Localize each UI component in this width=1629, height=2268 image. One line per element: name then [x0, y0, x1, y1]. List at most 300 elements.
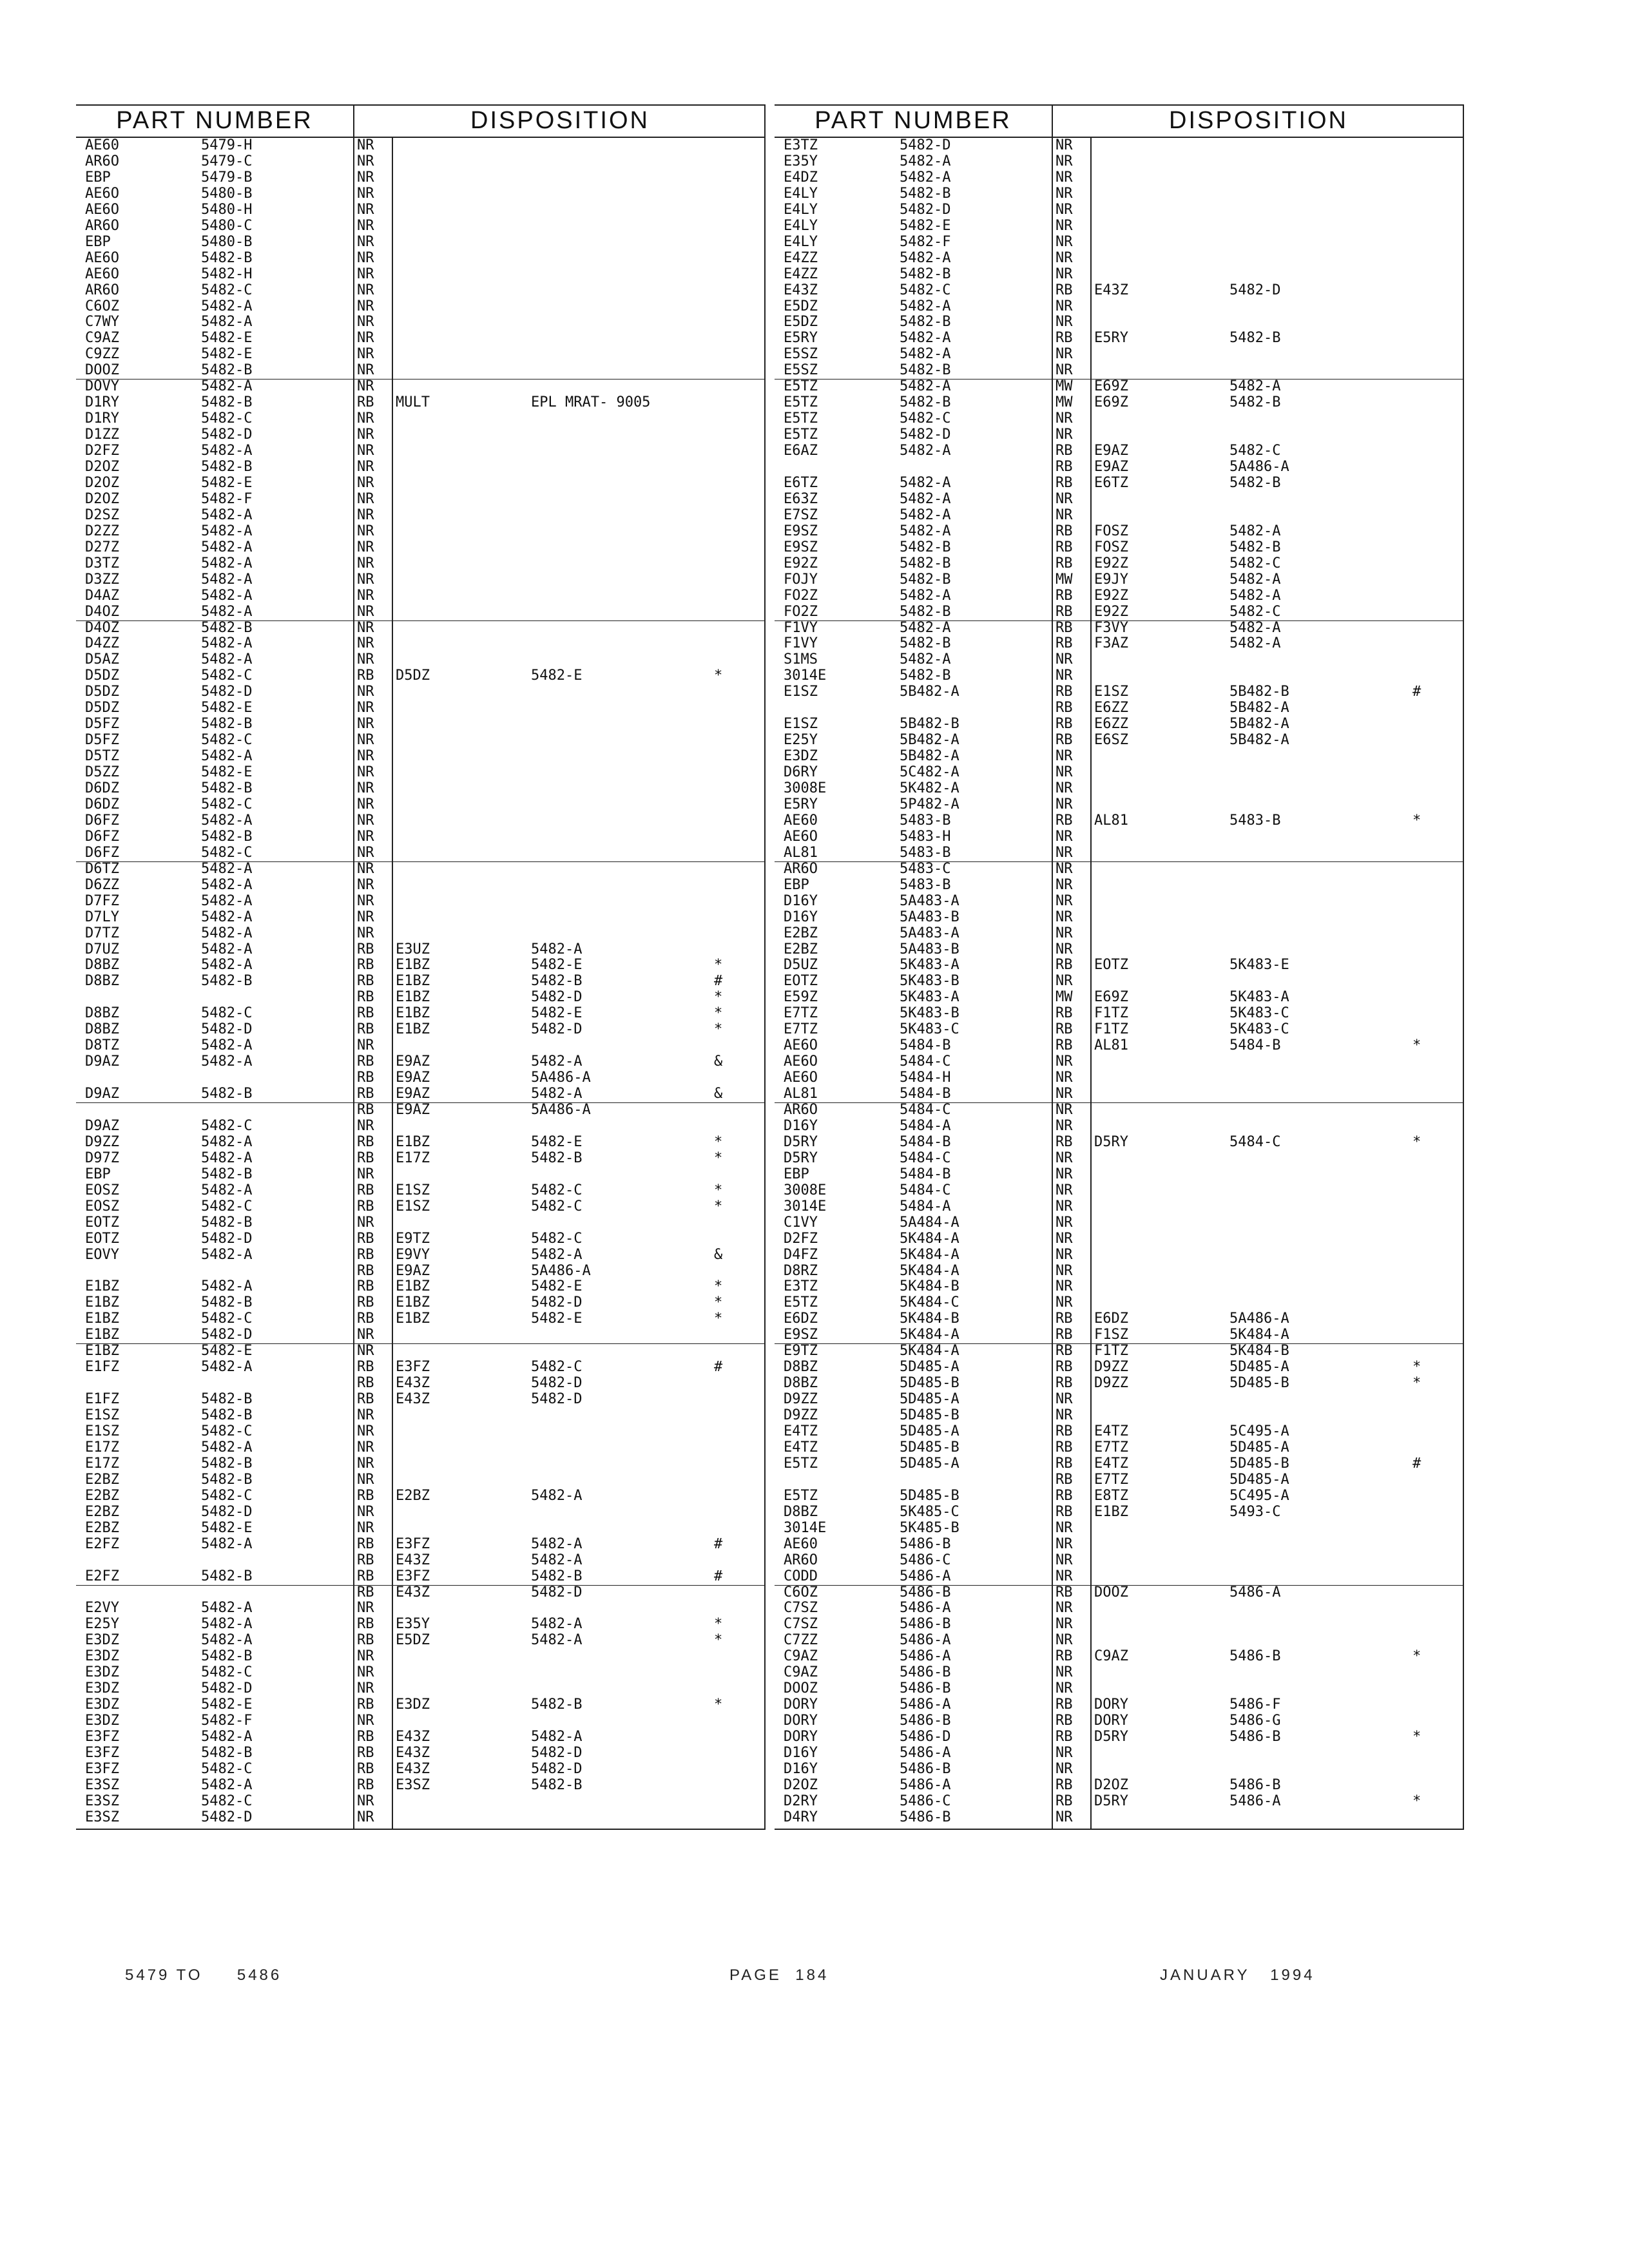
cell-prefix: D2RY [784, 1792, 818, 1809]
cell-prefix: D5UZ [784, 957, 818, 974]
cell-disp-number: 5493-C [1229, 1503, 1281, 1520]
cell-code: RB [357, 1745, 374, 1761]
cell-prefix: D8BZ [784, 1503, 818, 1520]
cell-part-number: 5482-D [201, 1503, 253, 1520]
cell-part-number: 5482-C [900, 410, 951, 427]
cell-code: RB [1055, 1375, 1073, 1392]
cell-part-number: 5482-D [201, 1021, 253, 1038]
cell-disp-prefix: E43Z [396, 1760, 430, 1777]
cell-code: RB [357, 1102, 374, 1118]
cell-disp-prefix: E1BZ [396, 1021, 430, 1038]
cell-disp-number: 5482-A [531, 1535, 583, 1552]
table-row [775, 267, 1464, 282]
table-row [775, 636, 1464, 651]
table-row [775, 476, 1464, 491]
cell-code: RB [357, 1294, 374, 1311]
cell-code: NR [357, 1600, 374, 1617]
cell-prefix: C9AZ [85, 330, 119, 347]
table-row [775, 894, 1464, 909]
table-row [775, 1376, 1464, 1391]
table-row [775, 604, 1464, 620]
table-row [775, 1167, 1464, 1182]
cell-code: RB [1055, 1021, 1073, 1038]
cell-disp-number: 5482-D [531, 1021, 583, 1038]
cell-part-number: 5482-A [201, 957, 253, 974]
cell-part-number: 5482-B [201, 716, 253, 733]
cell-part-number: 5482-A [900, 506, 951, 523]
cell-code: RB [357, 1568, 374, 1584]
cell-code: NR [1055, 1230, 1073, 1247]
table-row [76, 1424, 766, 1439]
cell-prefix: D16Y [784, 1760, 818, 1777]
cell-disp-number: 5482-A [531, 1632, 583, 1649]
cell-disp-prefix: E8TZ [1094, 1487, 1128, 1504]
cell-code: RB [1055, 812, 1073, 829]
cell-flag: * [1412, 812, 1422, 829]
cell-flag: # [714, 1535, 723, 1552]
cell-disp-number: 5D485-B [1229, 1455, 1289, 1472]
cell-code: NR [1055, 1519, 1073, 1536]
cell-part-number: 5482-A [201, 1776, 253, 1793]
cell-code: NR [357, 410, 374, 427]
cell-code: NR [357, 1471, 374, 1488]
cell-disp-prefix: E3FZ [396, 1535, 430, 1552]
table-row [775, 1778, 1464, 1793]
table-row [775, 202, 1464, 218]
cell-code: RB [1055, 1776, 1073, 1793]
table-row [775, 1537, 1464, 1552]
table-row [76, 668, 766, 684]
cell-disp-number: 5482-B [531, 973, 583, 990]
cell-part-number: 5482-C [201, 1423, 253, 1439]
cell-part-number: 5482-B [201, 1568, 253, 1584]
cell-prefix: AL81 [784, 844, 818, 861]
cell-prefix: E2FZ [85, 1568, 119, 1584]
table-row [775, 1665, 1464, 1680]
cell-disp-prefix: E1BZ [396, 973, 430, 990]
cell-code: NR [1055, 1552, 1073, 1568]
cell-part-number: 5482-B [900, 635, 951, 652]
table-row [76, 1778, 766, 1793]
cell-disp-prefix: E1BZ [396, 989, 430, 1006]
cell-prefix: D6DZ [85, 796, 119, 812]
cell-part-number: 5482-D [900, 201, 951, 218]
cell-code: NR [1055, 1745, 1073, 1761]
cell-code: NR [357, 378, 374, 395]
table-row [76, 1585, 766, 1600]
cell-code: NR [1055, 1616, 1073, 1633]
cell-prefix: C7WY [85, 314, 119, 331]
cell-prefix: D9AZ [85, 1086, 119, 1102]
cell-code: NR [1055, 1246, 1073, 1263]
cell-code: RB [1055, 1423, 1073, 1439]
cell-prefix: C7ZZ [784, 1632, 818, 1649]
cell-disp-number: 5482-D [531, 989, 583, 1006]
table-row [76, 910, 766, 925]
cell-disp-prefix: E6ZZ [1094, 700, 1128, 716]
cell-code: MW [1055, 378, 1073, 395]
table-row [76, 716, 766, 732]
cell-part-number: 5K482-A [900, 780, 959, 796]
cell-part-number: 5480-H [201, 201, 253, 218]
cell-prefix: C7SZ [784, 1616, 818, 1633]
cell-code: NR [1055, 427, 1073, 443]
cell-code: NR [1055, 346, 1073, 363]
table-row [76, 797, 766, 812]
table-row [76, 218, 766, 234]
cell-code: NR [1055, 1086, 1073, 1102]
cell-part-number: 5486-B [900, 1584, 951, 1600]
cell-disp-prefix: E43Z [396, 1391, 430, 1408]
cell-prefix: D16Y [784, 1745, 818, 1761]
table-row [76, 1167, 766, 1182]
table-row [775, 1810, 1464, 1825]
cell-part-number: 5482-A [900, 330, 951, 347]
cell-prefix: CODD [784, 1568, 818, 1584]
cell-code: NR [1055, 153, 1073, 169]
cell-code: NR [357, 684, 374, 700]
cell-prefix: E3FZ [85, 1729, 119, 1745]
cell-prefix: D27Z [85, 539, 119, 555]
cell-code: NR [1055, 185, 1073, 202]
cell-disp-number: 5482-B [1229, 539, 1281, 555]
cell-prefix: E4LY [784, 217, 818, 234]
cell-disp-prefix: E69Z [1094, 989, 1128, 1006]
cell-part-number: 5482-B [201, 1294, 253, 1311]
table-row [76, 1135, 766, 1150]
cell-code: NR [357, 265, 374, 282]
cell-part-number: 5K483-C [900, 1021, 959, 1038]
table-row [76, 267, 766, 282]
cell-part-number: 5484-A [900, 1198, 951, 1215]
cell-code: RB [357, 1552, 374, 1568]
cell-code: NR [1055, 1166, 1073, 1182]
table-row [76, 1617, 766, 1632]
cell-prefix: AE60 [784, 812, 818, 829]
cell-part-number: 5K484-A [900, 1262, 959, 1279]
cell-part-number: 5484-H [900, 1070, 951, 1086]
cell-code: NR [357, 362, 374, 379]
cell-flag: * [1412, 1359, 1422, 1376]
cell-prefix: E1FZ [85, 1359, 119, 1376]
cell-code: RB [1055, 1503, 1073, 1520]
cell-part-number: 5482-A [900, 474, 951, 491]
table-row [775, 1343, 1464, 1359]
cell-disp-prefix: E3DZ [396, 1696, 430, 1713]
cell-disp-number: 5482-A [531, 1552, 583, 1568]
table-row [775, 1600, 1464, 1616]
cell-part-number: 5482-B [201, 1086, 253, 1102]
cell-disp-prefix: E1BZ [396, 1294, 430, 1311]
cell-code: MW [1055, 989, 1073, 1006]
cell-code: NR [1055, 1262, 1073, 1279]
cell-disp-prefix: E1BZ [396, 1278, 430, 1295]
cell-prefix: E3DZ [85, 1664, 119, 1681]
table-row [775, 1456, 1464, 1472]
cell-part-number: 5484-C [900, 1182, 951, 1198]
cell-prefix: E2BZ [85, 1471, 119, 1488]
cell-prefix: D5DZ [85, 700, 119, 716]
cell-part-number: 5K483-B [900, 973, 959, 990]
cell-part-number: 5484-B [900, 1037, 951, 1054]
cell-code: NR [1055, 1809, 1073, 1825]
cell-code: NR [1055, 668, 1073, 684]
cell-part-number: 5482-A [900, 298, 951, 314]
cell-prefix: E3TZ [784, 1278, 818, 1295]
cell-part-number: 5482-A [201, 1246, 253, 1263]
cell-part-number: 5482-B [201, 249, 253, 266]
cell-part-number: 5K484-C [900, 1294, 959, 1311]
cell-part-number: 5A483-B [900, 908, 959, 925]
cell-disp-prefix: E69Z [1094, 378, 1128, 395]
cell-part-number: 5482-A [900, 490, 951, 507]
cell-disp-prefix: E2BZ [396, 1487, 430, 1504]
cell-part-number: 5K484-B [900, 1311, 959, 1327]
cell-disp-prefix: E9AZ [1094, 459, 1128, 475]
cell-prefix: E25Y [85, 1616, 119, 1633]
cell-disp-number: 5486-B [1229, 1729, 1281, 1745]
table-row [775, 1102, 1464, 1118]
table-row [775, 1054, 1464, 1070]
cell-disp-prefix: D5RY [1094, 1792, 1128, 1809]
table-row [775, 154, 1464, 169]
table-row [76, 1408, 766, 1423]
cell-code: RB [357, 973, 374, 990]
cell-prefix: C9AZ [784, 1664, 818, 1681]
cell-code: NR [1055, 298, 1073, 314]
cell-prefix: 3014E [784, 1198, 827, 1215]
cell-disp-number: 5D485-A [1229, 1439, 1289, 1456]
cell-prefix: D2OZ [784, 1776, 818, 1793]
cell-prefix: AE6O [85, 185, 119, 202]
table-row [775, 620, 1464, 636]
cell-disp-prefix: E6ZZ [1094, 716, 1128, 733]
table-row [76, 1697, 766, 1713]
cell-code: NR [357, 201, 374, 218]
cell-disp-prefix: E1BZ [396, 1311, 430, 1327]
cell-flag: * [714, 1616, 723, 1633]
cell-code: NR [357, 1214, 374, 1231]
cell-prefix: E5RY [784, 796, 818, 812]
footer-page: PAGE 184 [729, 1966, 829, 1984]
cell-part-number: 5482-A [201, 571, 253, 588]
table-row [76, 299, 766, 314]
table-row [775, 1504, 1464, 1520]
table-row [76, 1681, 766, 1696]
cell-part-number: 5482-F [201, 490, 253, 507]
cell-part-number: 5482-B [900, 571, 951, 588]
table-row [76, 765, 766, 780]
table-row [775, 1183, 1464, 1198]
table-row [76, 251, 766, 266]
cell-prefix: EBP [85, 169, 111, 186]
table-row [775, 861, 1464, 877]
cell-prefix: D7FZ [85, 892, 119, 909]
cell-prefix: D8RZ [784, 1262, 818, 1279]
table-row [76, 379, 766, 394]
cell-flag: * [714, 1632, 723, 1649]
cell-code: NR [357, 298, 374, 314]
cell-prefix: E3DZ [85, 1696, 119, 1713]
cell-part-number: 5482-B [201, 619, 253, 636]
cell-disp-number: 5482-A [531, 1086, 583, 1102]
cell-code: NR [1055, 506, 1073, 523]
cell-part-number: 5482-C [201, 1311, 253, 1327]
table-row [76, 588, 766, 604]
cell-disp-prefix: D5RY [1094, 1729, 1128, 1745]
cell-part-number: 5C482-A [900, 764, 959, 781]
cell-code: NR [357, 169, 374, 186]
cell-part-number: 5482-B [201, 973, 253, 990]
cell-code: NR [357, 1503, 374, 1520]
table-row [775, 910, 1464, 925]
cell-disp-prefix: DOOZ [1094, 1584, 1128, 1600]
cell-prefix: E3TZ [784, 137, 818, 153]
table-row [76, 186, 766, 202]
cell-prefix: DORY [784, 1713, 818, 1729]
cell-prefix: D9ZZ [784, 1407, 818, 1424]
table-row [775, 1264, 1464, 1279]
cell-part-number: 5482-B [201, 459, 253, 475]
cell-disp-prefix: EOTZ [1094, 957, 1128, 974]
cell-prefix: DORY [784, 1696, 818, 1713]
cell-part-number: 5482-C [201, 282, 253, 298]
cell-disp-prefix: E9AZ [396, 1102, 430, 1118]
cell-disp-prefix: E6DZ [1094, 1311, 1128, 1327]
cell-prefix: D1ZZ [85, 427, 119, 443]
cell-disp-prefix: E35Y [396, 1616, 430, 1633]
table-row [76, 1022, 766, 1037]
cell-code: NR [357, 844, 374, 861]
cell-part-number: 5482-C [201, 796, 253, 812]
cell-part-number: 5482-A [201, 298, 253, 314]
cell-prefix: C9ZZ [85, 346, 119, 363]
cell-flag: * [1412, 1375, 1422, 1392]
table-row [76, 1376, 766, 1391]
cell-part-number: 5A483-A [900, 892, 959, 909]
cell-prefix: E4LY [784, 185, 818, 202]
cell-prefix: D5DZ [85, 684, 119, 700]
table-row [775, 1488, 1464, 1504]
cell-part-number: 5482-A [201, 892, 253, 909]
table-row [76, 524, 766, 539]
cell-part-number: 5482-B [900, 603, 951, 620]
cell-prefix: F1VY [784, 619, 818, 636]
cell-code: NR [1055, 410, 1073, 427]
table-row [775, 765, 1464, 780]
cell-code: NR [1055, 796, 1073, 812]
table-row [76, 652, 766, 668]
cell-code: NR [1055, 1391, 1073, 1408]
cell-prefix: AR6O [85, 282, 119, 298]
table-row [775, 379, 1464, 394]
cell-code: RB [1055, 1455, 1073, 1472]
cell-code: RB [357, 1021, 374, 1038]
cell-prefix: E63Z [784, 490, 818, 507]
cell-part-number: 5486-A [900, 1648, 951, 1665]
cell-code: RB [357, 1359, 374, 1376]
cell-part-number: 5482-B [201, 828, 253, 845]
cell-code: RB [1055, 1696, 1073, 1713]
cell-prefix: FOJY [784, 571, 818, 588]
cell-part-number: 5482-C [201, 1487, 253, 1504]
cell-code: NR [1055, 1680, 1073, 1697]
cell-disp-number: 5486-G [1229, 1713, 1281, 1729]
table-row [775, 990, 1464, 1005]
cell-flag: * [1412, 1792, 1422, 1809]
cell-part-number: 5486-A [900, 1696, 951, 1713]
table-row [76, 781, 766, 796]
cell-code: MW [1055, 394, 1073, 411]
table-row [775, 926, 1464, 941]
cell-disp-prefix: D9ZZ [1094, 1375, 1128, 1392]
cell-part-number: 5A483-A [900, 925, 959, 941]
cell-prefix: D8BZ [784, 1375, 818, 1392]
cell-prefix: D2OZ [85, 490, 119, 507]
table-row [775, 508, 1464, 523]
cell-prefix: E1BZ [85, 1278, 119, 1295]
cell-part-number: 5482-C [201, 1664, 253, 1681]
cell-part-number: 5D485-A [900, 1423, 959, 1439]
cell-prefix: E17Z [85, 1455, 119, 1472]
cell-code: NR [1055, 941, 1073, 957]
cell-code: NR [1055, 925, 1073, 941]
cell-disp-prefix: E43Z [396, 1729, 430, 1745]
cell-prefix: D5TZ [85, 748, 119, 765]
cell-flag: * [714, 1005, 723, 1022]
table-row [775, 218, 1464, 234]
cell-part-number: 5482-A [201, 587, 253, 604]
cell-prefix: D3ZZ [85, 571, 119, 588]
cell-prefix: E5TZ [784, 378, 818, 395]
table-row [76, 894, 766, 909]
cell-code: RB [357, 1133, 374, 1150]
cell-part-number: 5482-A [900, 443, 951, 459]
cell-code: RB [1055, 459, 1073, 475]
cell-code: NR [1055, 1214, 1073, 1231]
cell-part-number: 5484-C [900, 1053, 951, 1070]
cell-code: NR [357, 1455, 374, 1472]
table-row [775, 845, 1464, 861]
cell-disp-number: 5482-D [531, 1584, 583, 1600]
cell-part-number: 5482-A [201, 1149, 253, 1166]
cell-disp-number: 5A486-A [1229, 459, 1289, 475]
cell-flag: * [714, 1294, 723, 1311]
table-row [76, 1054, 766, 1070]
cell-prefix: D8BZ [85, 1021, 119, 1038]
cell-part-number: 5482-A [201, 748, 253, 765]
table-row [76, 684, 766, 700]
table-row [76, 1102, 766, 1118]
table-row [775, 1472, 1464, 1488]
table-row [775, 878, 1464, 893]
cell-code: NR [357, 282, 374, 298]
cell-code: RB [1055, 443, 1073, 459]
cell-part-number: 5482-E [201, 1519, 253, 1536]
table-row [775, 395, 1464, 410]
table-row [76, 411, 766, 427]
cell-flag: * [714, 1149, 723, 1166]
cell-part-number: 5K484-A [900, 1230, 959, 1247]
cell-part-number: 5486-B [900, 1680, 951, 1697]
cell-part-number: 5486-D [900, 1729, 951, 1745]
cell-disp-number: 5482-E [531, 1133, 583, 1150]
table-row [775, 459, 1464, 475]
cell-code: RB [357, 1246, 374, 1263]
cell-part-number: 5482-B [201, 780, 253, 796]
cell-flag: & [714, 1086, 723, 1102]
cell-disp-number: 5K483-E [1229, 957, 1289, 974]
